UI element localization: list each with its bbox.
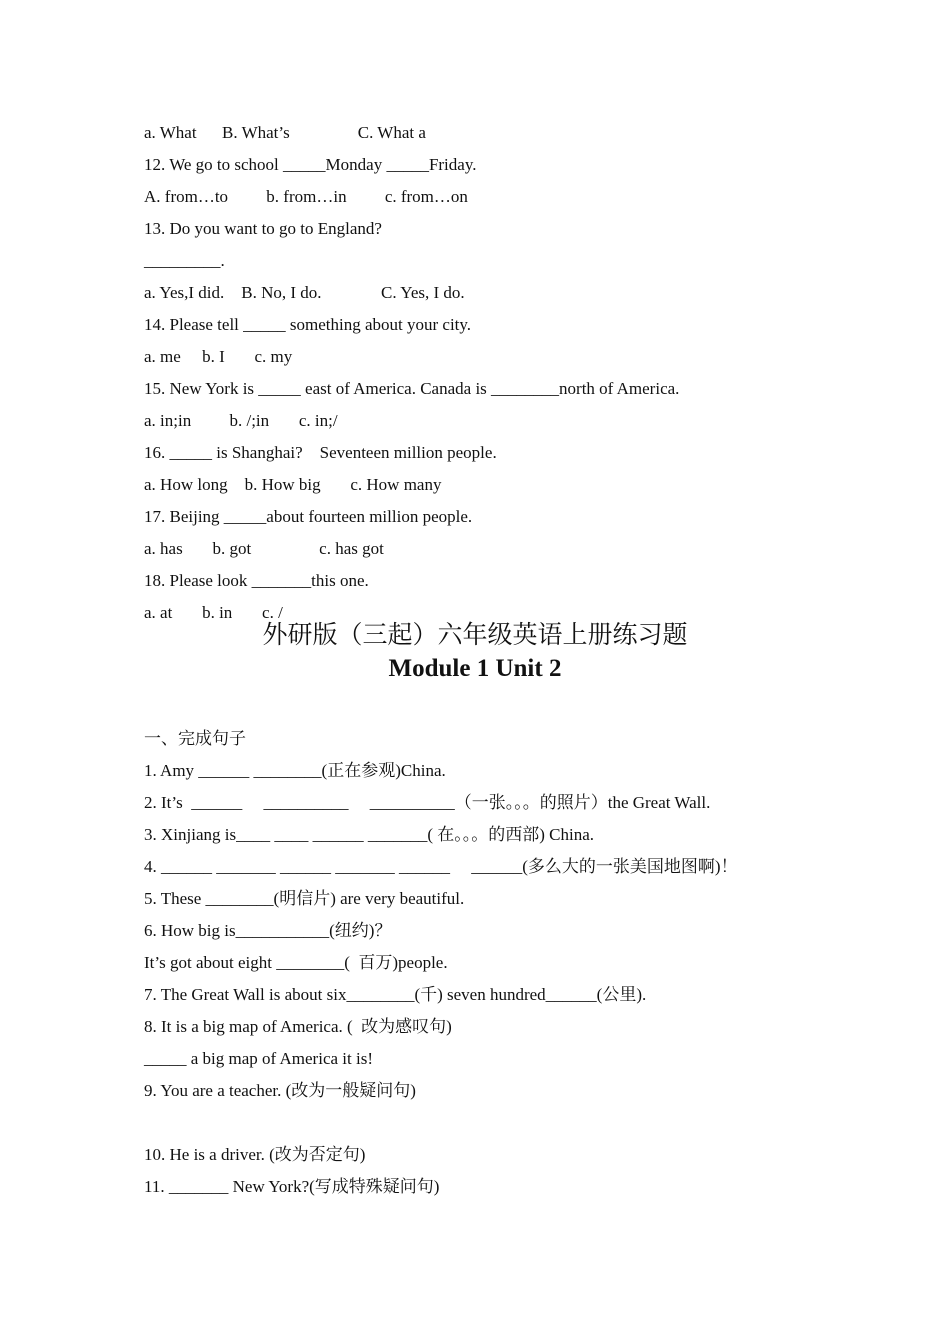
- exercise-line: 2. It’s ______ __________ __________（一张。。。的照片）the Great Wall.: [144, 793, 711, 812]
- exercise-line: 10. He is a driver. (改为否定句): [144, 1145, 366, 1164]
- exercise-line: 11. _______ New York?(写成特殊疑问句): [144, 1177, 440, 1196]
- exercise-line: It’s got about eight ________( 百万)people.: [144, 953, 448, 972]
- worksheet-title-module: Module 1 Unit 2: [388, 655, 562, 682]
- option-line: a. has b. got c. has got: [144, 539, 384, 558]
- exercise-line: 1. Amy ______ ________(正在参观)China.: [144, 761, 446, 780]
- option-line: a. me b. I c. my: [144, 347, 293, 366]
- exercise-line: 9. You are a teacher. (改为一般疑问句): [144, 1081, 416, 1100]
- option-line: a. at b. in c. /: [144, 603, 283, 622]
- question-line: 16. _____ is Shanghai? Seventeen million people.: [144, 443, 497, 462]
- worksheet-title-chinese: 外研版（三起）六年级英语上册练习题: [262, 620, 688, 649]
- exercise-line: 4. ______ _______ ______ _______ ______ ______(多么大的一张美国地图啊)！: [144, 857, 738, 876]
- option-line: a. Yes,I did. B. No, I do. C. Yes, I do.: [144, 283, 465, 302]
- option-line: a. in;in b. /;in c. in;/: [144, 411, 338, 430]
- question-line: 15. New York is _____ east of America. Canada is ________north of America.: [144, 379, 680, 398]
- answer-blank: _________.: [144, 251, 225, 270]
- question-line: 14. Please tell _____ something about your city.: [144, 315, 472, 334]
- question-line: 13. Do you want to go to England?: [144, 219, 382, 238]
- question-line: 18. Please look _______this one.: [144, 571, 369, 590]
- option-line: a. How long b. How big c. How many: [144, 475, 442, 494]
- exercise-line: _____ a big map of America it is!: [144, 1049, 373, 1068]
- option-line: A. from…to b. from…in c. from…on: [144, 187, 468, 206]
- section-heading: 一、完成句子: [144, 729, 246, 748]
- exercise-line: 3. Xinjiang is____ ____ ______ _______( 在。。。的西部) China.: [144, 825, 595, 844]
- option-line: a. What B. What’s C. What a: [144, 123, 426, 142]
- question-line: 17. Beijing _____about fourteen million people.: [144, 507, 473, 526]
- exercise-line: 5. These ________(明信片) are very beautiful.: [144, 889, 465, 908]
- question-line: 12. We go to school _____Monday _____Friday.: [144, 155, 477, 174]
- exercise-line: 6. How big is___________(纽约)？: [144, 921, 392, 940]
- exercise-line: 8. It is a big map of America. ( 改为感叹句): [144, 1017, 452, 1036]
- exercise-line: 7. The Great Wall is about six________(千) seven hundred______(公里).: [144, 985, 647, 1004]
